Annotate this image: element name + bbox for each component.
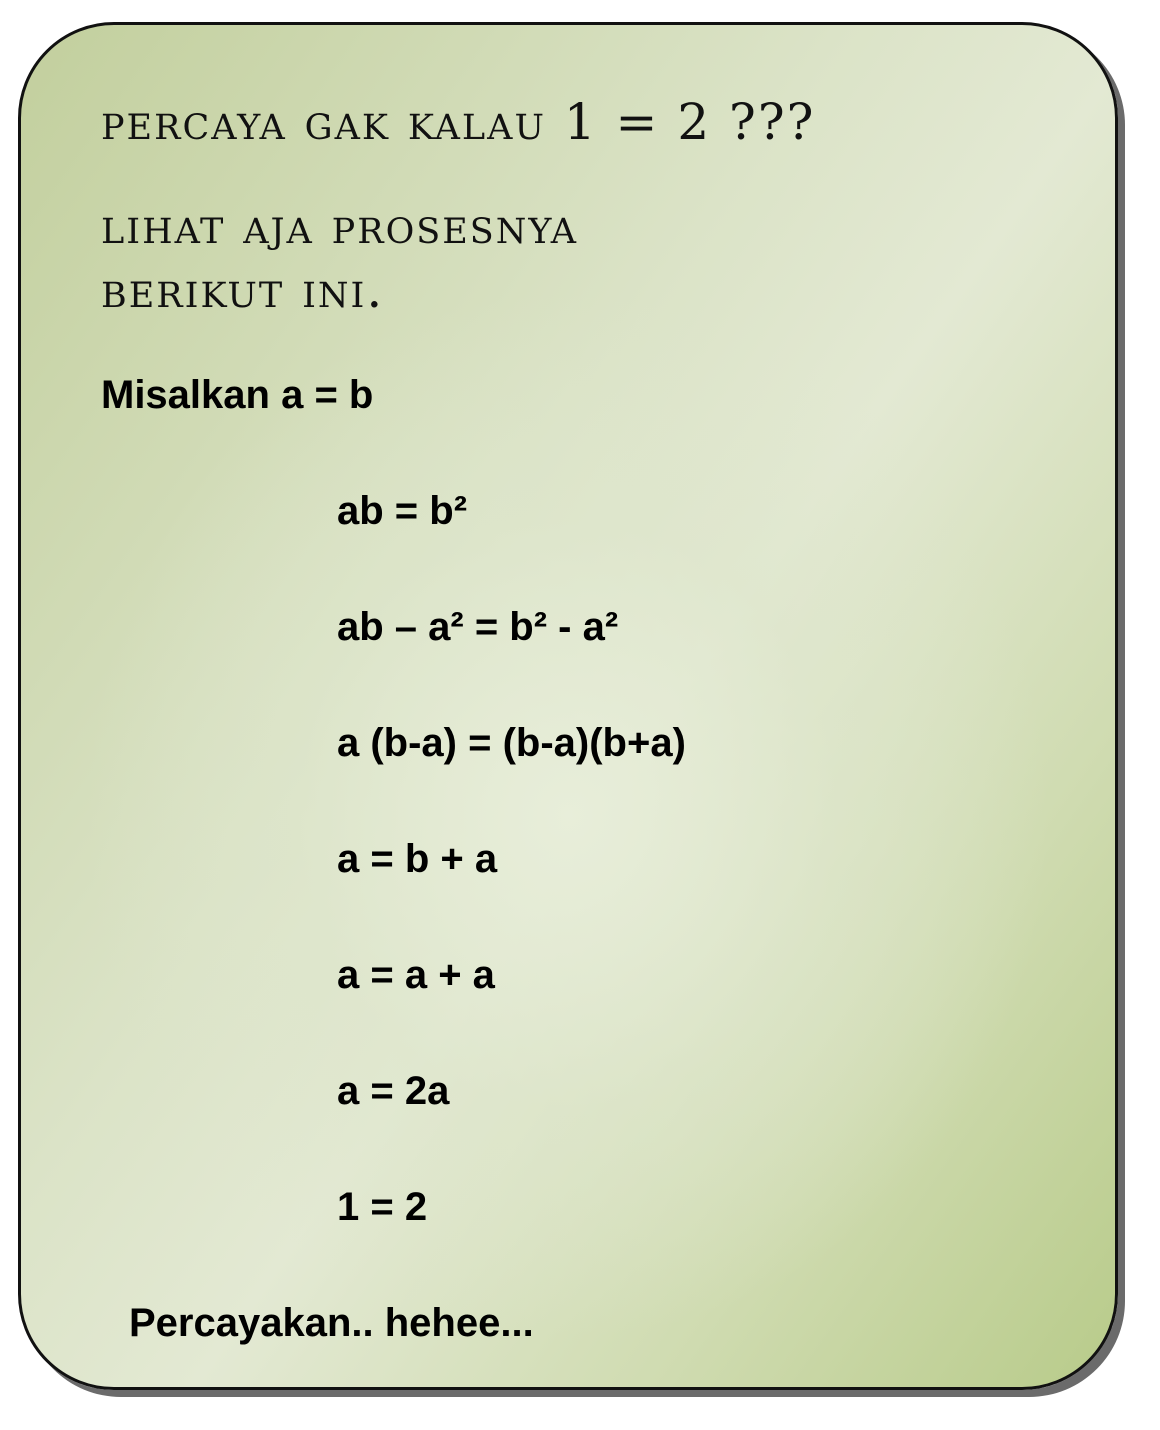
intro-statement: Misalkan a = b xyxy=(101,373,374,417)
title-line-3: berikut ini. xyxy=(101,261,385,319)
proof-step-6: a = 2a xyxy=(337,1069,450,1113)
proof-step-7: 1 = 2 xyxy=(337,1185,428,1229)
content-card xyxy=(18,22,1118,1390)
title-line-2: lihat aja prosesnya xyxy=(101,197,579,255)
closing-remark: Percayakan.. hehee... xyxy=(129,1301,534,1345)
proof-step-5: a = a + a xyxy=(337,953,495,997)
title-line-1: percaya gak kalau 1 = 2 ??? xyxy=(101,93,816,151)
proof-step-3: a (b-a) = (b-a)(b+a) xyxy=(337,721,686,765)
proof-step-4: a = b + a xyxy=(337,837,498,881)
proof-step-1: ab = b² xyxy=(337,489,468,533)
proof-step-2: ab – a² = b² - a² xyxy=(337,605,619,649)
